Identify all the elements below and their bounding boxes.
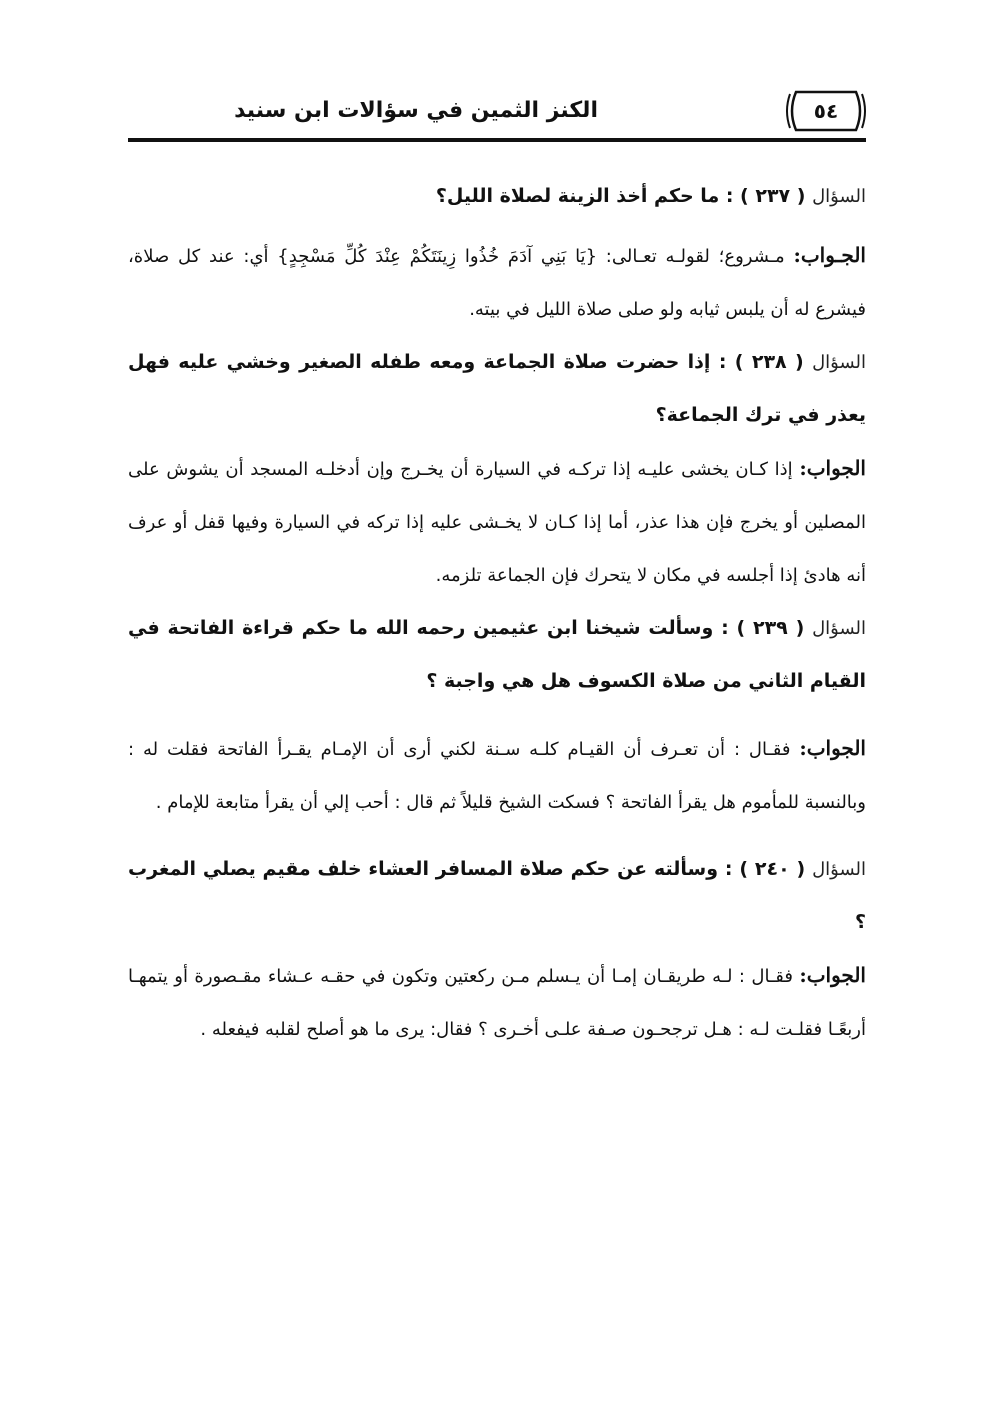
- question-number: ( ٢٤٠ ) :: [724, 858, 806, 880]
- question-237: [128, 170, 866, 223]
- answer-label: الجواب:: [799, 456, 866, 480]
- answer-237: [128, 229, 866, 336]
- question-label: السؤال: [812, 859, 866, 880]
- header-divider: [128, 138, 866, 142]
- question-240: [128, 843, 866, 949]
- answer-text: إذا كـان يخشى عليـه إذا تركـه في السيارة أن يخـرج وإن أدخلـه المسجد أن يشوش على المصلين أو يخرج فإن هذا عذر، أما إذا كـان لا يخـشى عليه إذا تركه في السيارة وفيها قفل أو عرف أنه هادئ إذا أجلسه في مكان لا يتحرك فإن الجماعة تلزمه.: [128, 459, 866, 586]
- question-239: [128, 602, 866, 708]
- question-text: وسألت شيخنا ابن عثيمين رحمه الله ما حكم قراءة الفاتحة في القيام الثاني من صلاة الكسوف هل هي واجبة ؟: [128, 617, 866, 692]
- question-text: ما حكم أخذ الزينة لصلاة الليل؟: [435, 185, 720, 207]
- question-text: وسألته عن حكم صلاة المسافر العشاء خلف مقيم يصلي المغرب ؟: [128, 858, 866, 933]
- answer-240: [128, 949, 866, 1056]
- answer-text: فقـال : أن تعـرف أن القيـام كلـه سـنة لكني أرى أن الإمـام يقـرأ الفاتحة فقلت له : وبالنسبة للمأموم هل يقرأ الفاتحة ؟ فسكت الشيخ قليلاً ثم قال : أحب إلي أن يقرأ متابعة للإمام .: [128, 739, 866, 813]
- answer-238: [128, 442, 866, 602]
- question-text: إذا حضرت صلاة الجماعة ومعه طفله الصغير وخشي عليه فهل يعذر في ترك الجماعة؟: [128, 351, 866, 426]
- answer-text: مـشروع؛ لقولـه تعـالى: {يَا بَنِي آدَمَ خُذُوا زِينَتَكُمْ عِنْدَ كُلِّ مَسْجِدٍ} أي: عند كل صلاة، فيشرع له أن يلبس ثيابه ولو صلى صلاة الليل في بيته.: [128, 246, 866, 320]
- question-number: ( ٢٣٧ ) :: [725, 185, 806, 207]
- question-label: السؤال: [812, 352, 866, 373]
- page-header: [128, 88, 866, 138]
- book-title: الكنز الثمين في سؤالات ابن سنيد: [234, 98, 598, 123]
- answer-239: [128, 722, 866, 829]
- answer-label: الجواب:: [799, 963, 866, 987]
- answer-text: فقـال : لـه طريقـان إمـا أن يـسلم مـن ركعتين وتكون في حقـه عـشاء مقـصورة أو يتمهـا أربعًـا فقلـت لـه : هـل ترجحـون صـفة علـى أخـرى ؟ فقال: يرى ما هو أصلح لقلبه فيفعله .: [128, 966, 866, 1040]
- question-number: ( ٢٣٩ ) :: [721, 617, 805, 639]
- question-number: ( ٢٣٨ ) :: [718, 351, 804, 373]
- question-label: السؤال: [812, 618, 867, 639]
- page-body: [128, 170, 866, 1056]
- page-number: ٥٤: [813, 99, 839, 123]
- answer-label: الجـواب:: [793, 243, 866, 267]
- page-number-badge: [786, 90, 866, 132]
- answer-label: الجواب:: [799, 736, 866, 760]
- question-label: السؤال: [812, 186, 866, 207]
- question-238: [128, 336, 866, 442]
